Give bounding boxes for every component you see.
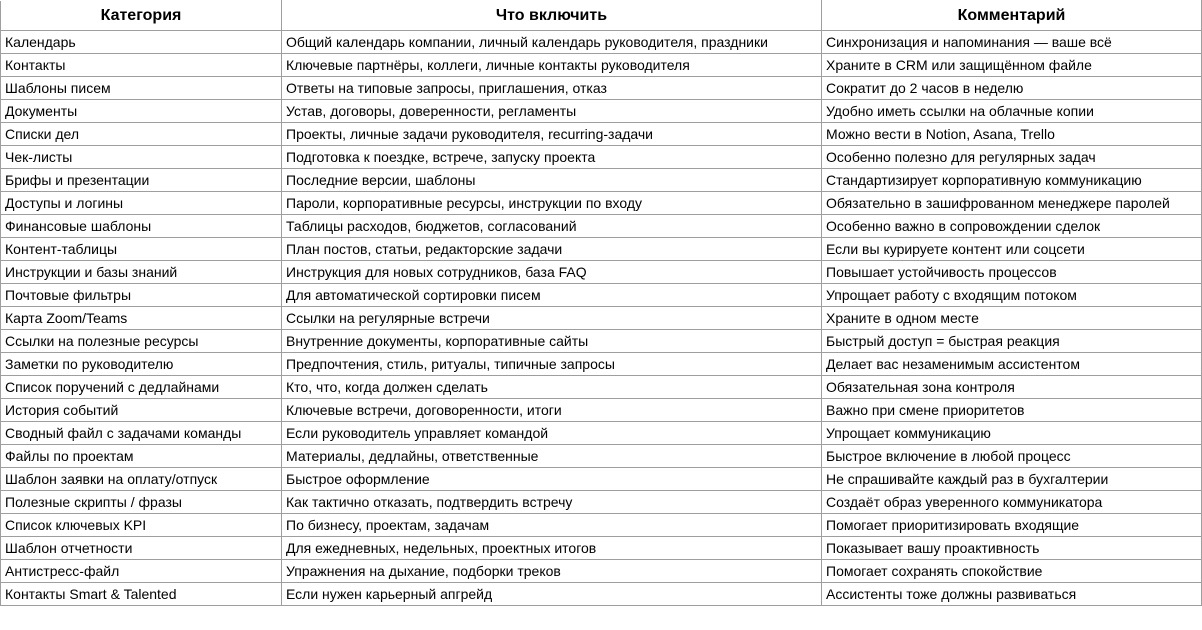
table-row xyxy=(1,307,1202,330)
table-row xyxy=(1,514,1202,537)
cell-what-to-include[interactable]: Пароли, корпоративные ресурсы, инструкции по входу xyxy=(282,192,822,215)
cell-category[interactable]: Карта Zoom/Teams xyxy=(1,307,282,330)
cell-what-to-include[interactable]: Внутренние документы, корпоративные сайты xyxy=(282,330,822,353)
table-row xyxy=(1,100,1202,123)
cell-comment[interactable]: Если вы курируете контент или соцсети xyxy=(822,238,1202,261)
cell-what-to-include[interactable]: Ссылки на регулярные встречи xyxy=(282,307,822,330)
cell-what-to-include[interactable]: Инструкция для новых сотрудников, база FAQ xyxy=(282,261,822,284)
table-row xyxy=(1,31,1202,54)
cell-comment[interactable]: Помогает приоритизировать входящие xyxy=(822,514,1202,537)
cell-comment[interactable]: Быстрое включение в любой процесс xyxy=(822,445,1202,468)
cell-comment[interactable]: Можно вести в Notion, Asana, Trello xyxy=(822,123,1202,146)
table-row xyxy=(1,422,1202,445)
cell-comment[interactable]: Обязательно в зашифрованном менеджере паролей xyxy=(822,192,1202,215)
cell-category[interactable]: Чек-листы xyxy=(1,146,282,169)
table-row xyxy=(1,583,1202,606)
cell-comment[interactable]: Особенно полезно для регулярных задач xyxy=(822,146,1202,169)
table-row xyxy=(1,215,1202,238)
cell-what-to-include[interactable]: Материалы, дедлайны, ответственные xyxy=(282,445,822,468)
cell-what-to-include[interactable]: Быстрое оформление xyxy=(282,468,822,491)
cell-category[interactable]: Инструкции и базы знаний xyxy=(1,261,282,284)
cell-category[interactable]: Список поручений с дедлайнами xyxy=(1,376,282,399)
cell-category[interactable]: Календарь xyxy=(1,31,282,54)
cell-what-to-include[interactable]: Подготовка к поездке, встрече, запуску проекта xyxy=(282,146,822,169)
cell-category[interactable]: Список ключевых KPI xyxy=(1,514,282,537)
cell-comment[interactable]: Повышает устойчивость процессов xyxy=(822,261,1202,284)
cell-category[interactable]: Полезные скрипты / фразы xyxy=(1,491,282,514)
cell-category[interactable]: Шаблон заявки на оплату/отпуск xyxy=(1,468,282,491)
cell-category[interactable]: Сводный файл с задачами команды xyxy=(1,422,282,445)
table-row xyxy=(1,445,1202,468)
cell-category[interactable]: Брифы и презентации xyxy=(1,169,282,192)
table-row xyxy=(1,192,1202,215)
table-row xyxy=(1,330,1202,353)
cell-what-to-include[interactable]: Для автоматической сортировки писем xyxy=(282,284,822,307)
cell-what-to-include[interactable]: Если нужен карьерный апгрейд xyxy=(282,583,822,606)
cell-what-to-include[interactable]: Ответы на типовые запросы, приглашения, отказ xyxy=(282,77,822,100)
cell-what-to-include[interactable]: Для ежедневных, недельных, проектных итогов xyxy=(282,537,822,560)
cell-comment[interactable]: Важно при смене приоритетов xyxy=(822,399,1202,422)
cell-comment[interactable]: Сократит до 2 часов в неделю xyxy=(822,77,1202,100)
cell-what-to-include[interactable]: Кто, что, когда должен сделать xyxy=(282,376,822,399)
cell-category[interactable]: Шаблоны писем xyxy=(1,77,282,100)
cell-what-to-include[interactable]: Предпочтения, стиль, ритуалы, типичные запросы xyxy=(282,353,822,376)
table-row xyxy=(1,468,1202,491)
table-row xyxy=(1,491,1202,514)
cell-category[interactable]: Списки дел xyxy=(1,123,282,146)
cell-category[interactable]: Документы xyxy=(1,100,282,123)
cell-category[interactable]: Контент-таблицы xyxy=(1,238,282,261)
cell-what-to-include[interactable]: Общий календарь компании, личный календарь руководителя, праздники xyxy=(282,31,822,54)
cell-comment[interactable]: Обязательная зона контроля xyxy=(822,376,1202,399)
cell-comment[interactable]: Показывает вашу проактивность xyxy=(822,537,1202,560)
table-row xyxy=(1,146,1202,169)
cell-what-to-include[interactable]: Ключевые встречи, договоренности, итоги xyxy=(282,399,822,422)
table-row xyxy=(1,376,1202,399)
cell-category[interactable]: Финансовые шаблоны xyxy=(1,215,282,238)
cell-category[interactable]: Файлы по проектам xyxy=(1,445,282,468)
table-row xyxy=(1,399,1202,422)
cell-category[interactable]: Почтовые фильтры xyxy=(1,284,282,307)
table-row xyxy=(1,238,1202,261)
cell-category[interactable]: Доступы и логины xyxy=(1,192,282,215)
header-row xyxy=(1,1,1202,31)
cell-comment[interactable]: Удобно иметь ссылки на облачные копии xyxy=(822,100,1202,123)
table-row xyxy=(1,284,1202,307)
cell-comment[interactable]: Упрощает коммуникацию xyxy=(822,422,1202,445)
cell-what-to-include[interactable]: Таблицы расходов, бюджетов, согласований xyxy=(282,215,822,238)
cell-what-to-include[interactable]: По бизнесу, проектам, задачам xyxy=(282,514,822,537)
cell-category[interactable]: Контакты xyxy=(1,54,282,77)
table-row xyxy=(1,169,1202,192)
cell-what-to-include[interactable]: Устав, договоры, доверенности, регламенты xyxy=(282,100,822,123)
table-row xyxy=(1,537,1202,560)
table-body xyxy=(1,31,1202,606)
header-comment: Комментарий xyxy=(822,1,1202,31)
table-row xyxy=(1,353,1202,376)
table-row xyxy=(1,123,1202,146)
cell-comment[interactable]: Ассистенты тоже должны развиваться xyxy=(822,583,1202,606)
cell-comment[interactable]: Делает вас незаменимым ассистентом xyxy=(822,353,1202,376)
cell-category[interactable]: Заметки по руководителю xyxy=(1,353,282,376)
cell-what-to-include[interactable]: План постов, статьи, редакторские задачи xyxy=(282,238,822,261)
cell-comment[interactable]: Храните в CRM или защищённом файле xyxy=(822,54,1202,77)
cell-category[interactable]: Шаблон отчетности xyxy=(1,537,282,560)
cell-comment[interactable]: Храните в одном месте xyxy=(822,307,1202,330)
table-row xyxy=(1,560,1202,583)
cell-comment[interactable]: Быстрый доступ = быстрая реакция xyxy=(822,330,1202,353)
cell-comment[interactable]: Упрощает работу с входящим потоком xyxy=(822,284,1202,307)
cell-comment[interactable]: Создаёт образ уверенного коммуникатора xyxy=(822,491,1202,514)
table-row xyxy=(1,261,1202,284)
cell-comment[interactable]: Не спрашивайте каждый раз в бухгалтерии xyxy=(822,468,1202,491)
cell-category[interactable]: Антистресс-файл xyxy=(1,560,282,583)
cell-what-to-include[interactable]: Упражнения на дыхание, подборки треков xyxy=(282,560,822,583)
cell-what-to-include[interactable]: Проекты, личные задачи руководителя, recurring-задачи xyxy=(282,123,822,146)
cell-comment[interactable]: Помогает сохранять спокойствие xyxy=(822,560,1202,583)
cell-category[interactable]: Ссылки на полезные ресурсы xyxy=(1,330,282,353)
header-what-to-include: Что включить xyxy=(282,1,822,31)
cell-comment[interactable]: Стандартизирует корпоративную коммуникацию xyxy=(822,169,1202,192)
cell-comment[interactable]: Синхронизация и напоминания — ваше всё xyxy=(822,31,1202,54)
cell-category[interactable]: Контакты Smart & Talented xyxy=(1,583,282,606)
cell-what-to-include[interactable]: Как тактично отказать, подтвердить встречу xyxy=(282,491,822,514)
table-row xyxy=(1,77,1202,100)
table-row xyxy=(1,54,1202,77)
cell-category[interactable]: История событий xyxy=(1,399,282,422)
cell-what-to-include[interactable]: Ключевые партнёры, коллеги, личные контакты руководителя xyxy=(282,54,822,77)
cell-what-to-include[interactable]: Если руководитель управляет командой xyxy=(282,422,822,445)
cell-what-to-include[interactable]: Последние версии, шаблоны xyxy=(282,169,822,192)
cell-comment[interactable]: Особенно важно в сопровождении сделок xyxy=(822,215,1202,238)
header-category: Категория xyxy=(1,1,282,31)
